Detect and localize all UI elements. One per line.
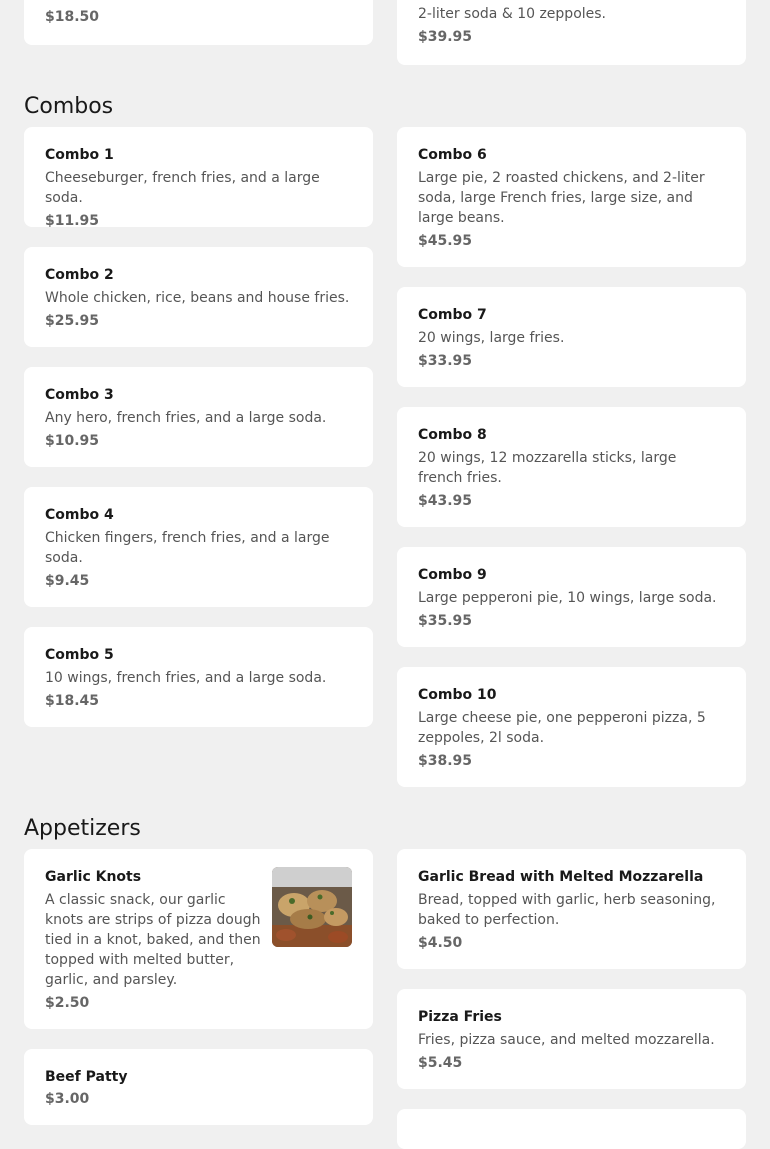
item-description: Large cheese pie, one pepperoni pizza, 5 zeppoles, 2l soda. (418, 710, 706, 746)
item-price: $18.50 (45, 9, 100, 25)
item-name: Pizza Fries (418, 1009, 502, 1025)
item-name: Combo 10 (418, 687, 497, 703)
section-title-combos: Combos (24, 94, 114, 119)
item-description: Chicken fingers, french fries, and a large soda. (45, 530, 330, 566)
item-price: $18.45 (45, 693, 100, 709)
item-description: Whole chicken, rice, beans and house fries. (45, 290, 350, 306)
item-name: Garlic Bread with Melted Mozzarella (418, 869, 704, 885)
item-price: $38.95 (418, 753, 473, 769)
menu-item-card[interactable] (397, 287, 746, 387)
item-name: Combo 7 (418, 307, 487, 323)
item-name: Combo 1 (45, 147, 114, 163)
menu-item-card[interactable] (397, 547, 746, 647)
item-description: Large pepperoni pie, 10 wings, large soda. (418, 590, 717, 606)
item-description: Any hero, french fries, and a large soda. (45, 410, 327, 426)
item-price: $3.00 (45, 1091, 90, 1107)
item-price: $39.95 (418, 29, 473, 45)
menu-item-card[interactable] (24, 247, 373, 347)
item-description: Cheeseburger, french fries, and a large soda. (45, 170, 320, 206)
item-price: $4.50 (418, 935, 463, 951)
menu-item-card[interactable] (397, 127, 746, 267)
item-description: Large pie, 2 roasted chickens, and 2-liter soda, large French fries, large size, and large beans. (418, 170, 705, 226)
item-description: Fries, pizza sauce, and melted mozzarella. (418, 1032, 715, 1048)
item-price: $9.45 (45, 573, 90, 589)
item-name: Combo 3 (45, 387, 114, 403)
item-description: 20 wings, 12 mozzarella sticks, large french fries. (418, 450, 677, 486)
menu-item-card[interactable] (397, 0, 746, 65)
item-name: Combo 6 (418, 147, 487, 163)
item-description: 10 wings, french fries, and a large soda. (45, 670, 327, 686)
menu-item-card[interactable] (24, 627, 373, 727)
item-description: Bread, topped with garlic, herb seasoning, baked to perfection. (418, 892, 716, 928)
menu-item-card[interactable] (24, 487, 373, 607)
item-description: A classic snack, our garlic knots are strips of pizza dough tied in a knot, baked, and then topped with melted butter, garlic, and parsley. (45, 892, 261, 988)
item-price: $45.95 (418, 233, 473, 249)
menu-item-card[interactable] (397, 407, 746, 527)
item-price: $33.95 (418, 353, 473, 369)
menu-item-card[interactable] (24, 1049, 373, 1125)
garlic-knots-image (272, 867, 352, 947)
item-name: Beef Patty (45, 1069, 128, 1085)
menu-item-card[interactable] (397, 667, 746, 787)
menu-item-card[interactable] (24, 127, 373, 227)
item-name: Garlic Knots (45, 869, 142, 885)
menu-item-card[interactable] (24, 0, 373, 45)
item-description: 20 wings, large fries. (418, 330, 565, 346)
item-price: $5.45 (418, 1055, 463, 1071)
menu-item-card[interactable] (24, 849, 373, 1029)
item-price: $35.95 (418, 613, 473, 629)
item-price: $10.95 (45, 433, 100, 449)
item-name: Combo 9 (418, 567, 487, 583)
menu-item-card[interactable] (24, 367, 373, 467)
item-description: 2-liter soda & 10 zeppoles. (418, 6, 607, 22)
item-price: $43.95 (418, 493, 473, 509)
item-name: Combo 5 (45, 647, 114, 663)
item-price: $11.95 (45, 213, 100, 229)
item-name: Combo 8 (418, 427, 487, 443)
item-name: Combo 4 (45, 507, 114, 523)
item-price: $25.95 (45, 313, 100, 329)
menu-item-card[interactable] (397, 989, 746, 1089)
menu-item-card[interactable] (397, 1109, 746, 1149)
menu-item-card[interactable] (397, 849, 746, 969)
item-price: $2.50 (45, 995, 90, 1011)
item-name: Combo 2 (45, 267, 114, 283)
section-title-appetizers: Appetizers (24, 816, 141, 841)
